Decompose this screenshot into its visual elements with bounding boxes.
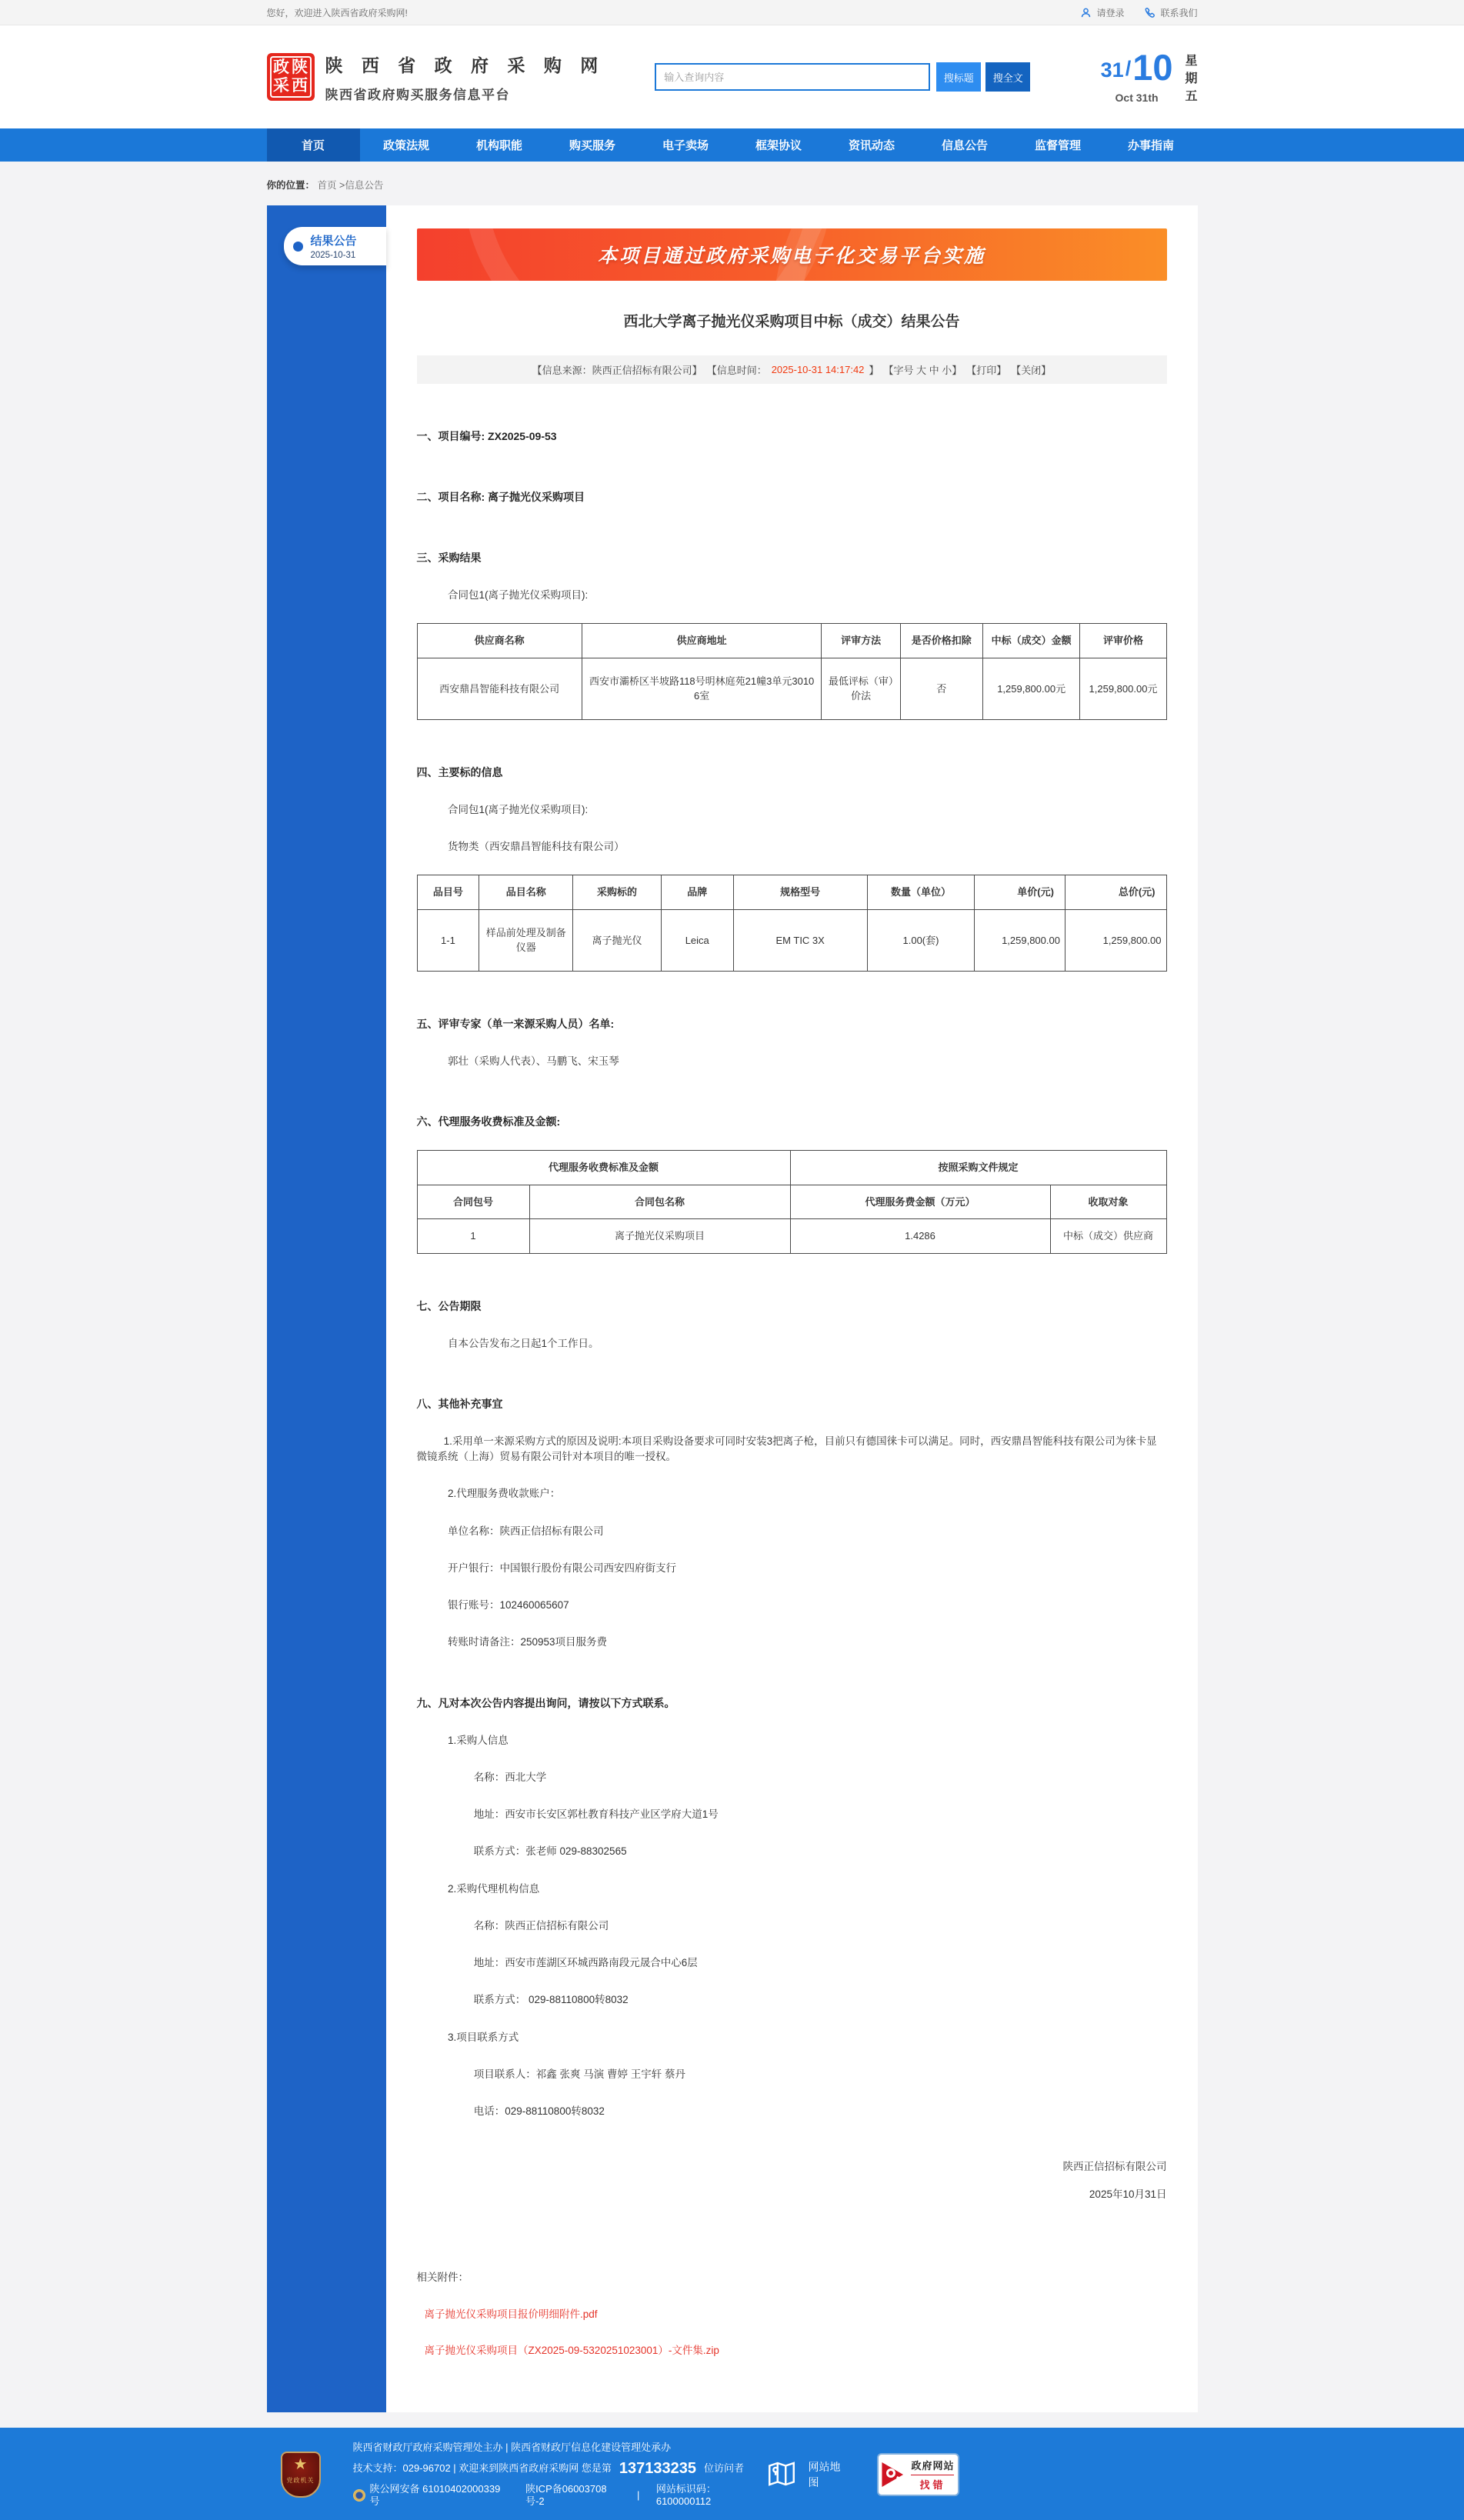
site-subtitle: 陕西省政府购买服务信息平台 [325, 87, 510, 102]
attachments-label: 相关附件： [416, 2272, 469, 2284]
table-subheader-row: 合同包号 合同包名称 代理服务费金额（万元） 收取对象 [417, 1185, 1166, 1219]
nav-item-framework[interactable]: 框架协议 [755, 139, 802, 152]
section-8-title: 八、其他补充事宜 [416, 1397, 503, 1410]
project-contact-heading: 3.项目联系方式 [448, 2031, 519, 2043]
search-input[interactable] [655, 63, 930, 91]
supplier-result-table [417, 623, 1167, 720]
map-icon [765, 2458, 798, 2492]
section-3-title: 三、采购结果 [416, 552, 482, 564]
table-row: 西安鼎昌智能科技有限公司 西安市灞桥区半坡路118号明林庭苑21幢3单元30106室 最低评标（审）价法 否 1,259,800.00元 1,259,800.00元 [417, 658, 1166, 719]
signature-block [417, 2153, 1167, 2208]
close-button[interactable]: 【关闭】 [1011, 365, 1052, 376]
sidebar-tab-date: 2025-10-31 [310, 251, 356, 260]
item-detail-table [417, 875, 1167, 972]
section-2-title: 二、项目名称: 离子抛光仪采购项目 [416, 491, 585, 503]
breadcrumb: 你的位置： 首页 >信息公告 [266, 180, 384, 191]
footer-organizer-line: 陕西省财政厅政府采购管理处主办 | 陕西省财政厅信息化建设管理处承办 [352, 2442, 672, 2453]
platform-banner: 本项目通过政府采购电子化交易平台实施 [417, 228, 1167, 281]
buyer-info-heading: 1.采购人信息 [448, 1734, 509, 1746]
welcome-text: 您好，欢迎进入陕西省政府采购网! [266, 8, 408, 18]
police-badge-icon [353, 2489, 365, 2502]
date-widget: 31 / 10 Oct 31th 星 期 五 [1100, 46, 1198, 104]
date-english: Oct 31th [1115, 91, 1159, 104]
nav-item-e-mall[interactable]: 电子卖场 [662, 139, 709, 152]
agency-fee-table [417, 1150, 1167, 1254]
main-nav [0, 128, 1464, 162]
table-header-row: 品目号 品目名称 采购标的 品牌 规格型号 数量（单位） 单价(元) 总价(元) [417, 875, 1166, 910]
site-id-code: 网站标识码：6100000112 [655, 2483, 716, 2507]
section-5-title: 五、评审专家（单一来源采购人员）名单: [416, 1017, 615, 1030]
top-bar [0, 0, 1464, 25]
contact-label: 联系我们 [1160, 8, 1198, 18]
signature-company: 陕西正信招标有限公司 [1062, 2161, 1167, 2173]
search-title-button[interactable]: 搜标题 [936, 62, 981, 92]
section-7-title: 七、公告期限 [416, 1299, 482, 1312]
site-header [0, 25, 1464, 128]
section-9-title: 九、凡对本次公告内容提出询问，请按以下方式联系。 [416, 1696, 675, 1709]
sidebar-tab-result-announcement[interactable] [284, 227, 386, 265]
login-label: 请登录 [1096, 8, 1125, 18]
site-title: 陕 西 省 政 府 采 购 网 [325, 55, 605, 75]
meta-source: 【信息来源：陕西正信招标有限公司】 [532, 365, 702, 376]
icp-filing-link[interactable]: 陕ICP备06003708号-2 [525, 2483, 607, 2507]
expert-list: 郭壮（采购人代表）、马鹏飞、宋玉琴 [448, 1055, 619, 1067]
breadcrumb-current[interactable]: 信息公告 [345, 180, 384, 191]
left-sidebar [267, 205, 386, 2412]
weekday-text: 星 期 五 [1185, 54, 1198, 103]
table-header-row: 代理服务收费标准及金额 按照采购文件规定 [417, 1151, 1166, 1185]
sidebar-tab-title: 结果公告 [310, 235, 357, 248]
font-size-controls[interactable]: 【字号 大 中 小】 [883, 365, 962, 376]
site-footer [0, 2428, 1464, 2520]
footer-registration-line: 陕公网安备 61010402000339号 陕ICP备06003708号-2 | 网站标识码：6100000112 [353, 2483, 765, 2508]
breadcrumb-home[interactable]: 首页 [317, 180, 337, 191]
search-fulltext-button[interactable]: 搜全文 [985, 62, 1030, 92]
public-security-filing-link[interactable]: 陕公网安备 61010402000339号 [369, 2483, 501, 2507]
nav-item-news[interactable]: 资讯动态 [848, 139, 895, 152]
phone-icon [1144, 7, 1156, 18]
print-button[interactable]: 【打印】 [966, 365, 1007, 376]
date-day: 31 [1100, 58, 1124, 82]
nav-item-guide[interactable]: 办事指南 [1127, 139, 1174, 152]
article-title: 西北大学离子抛光仪采购项目中标（成交）结果公告 [623, 314, 960, 330]
section-6-title: 六、代理服务收费标准及金额: [416, 1115, 561, 1128]
gov-website-error-report-badge[interactable]: 政府网站 找错 [877, 2453, 959, 2496]
table-header-row: 供应商名称 供应商地址 评审方法 是否价格扣除 中标（成交）金额 评审价格 [417, 624, 1166, 658]
party-government-emblem: ★ 党政机关 [281, 2452, 321, 2498]
table-row: 1-1 样品前处理及制备仪器 离子抛光仪 Leica EM TIC 3X 1.00(套) 1,259,800.00 1,259,800.00 [417, 909, 1166, 971]
nav-item-functions[interactable]: 机构职能 [475, 139, 522, 152]
emblem-label: 党政机关 [286, 2477, 315, 2484]
section-1-title: 一、项目编号: ZX2025-09-53 [416, 430, 557, 442]
nav-item-announcements[interactable]: 信息公告 [941, 139, 988, 152]
article-panel: 本项目通过政府采购电子化交易平台实施 西北大学离子抛光仪采购项目中标（成交）结果公告 【信息来源：陕西正信招标有限公司】 【信息时间： 2025-10-31 14:17:42 】 【字号 大 中 小】 【打印】 【关闭】 一、项目编号: ZX2025-09-53 二、项目名称: 离子抛光仪采购项目 三、采购结果 合同包1(离子抛光仪采购项目): 供应商名称 供应商地址 评审方法 是否价格扣除 中标（成交）金额 评审价格 西安鼎昌智能科技有限公司 西安市灞桥区半坡路118号明林庭苑21幢3单元30106室 最低评标（审）价法 否 1,259,800.00元 1,259,800.00元 四、主要标的信息 合同包1(离子抛光仪采购项目): 货物类（西安鼎昌智能科技有限公司） 品目号 品目名称 采购标的 品牌 规格型号 数量（单位） 单价(元) 总价(元) 1-1 样品前处理及制备仪器 离子抛光仪 Leica EM TIC 3X 1.00(套) 1,259,800.00 1,259,800.00 五、评审专家（单一来源采购人员）名单: 郭壮（采购人代表）、马鹏飞、宋玉琴 六、代理服务收费标准及金额: 代理服务收费标准及金额 按照采购文件规定 合同包号 合同包名称 代理服务费金额（万元） 收取对象 1 离子抛光仪采购项目 1.4286 中标（成交）供应商 七、公告期限 自本公告发布之日起1个工作日。 八、其他补充事宜 1.采用单一来源采购方式的原因及说明:本项目采购设备要求可同时安装3把离子枪，目前只有德国徕卡可以满足。同时，西安鼎昌智能科技有限公司为徕卡显微镜系统（上海）贸易有限公司针对本项目的唯一授权。 2.代理服务费收款账户： 单位名称：陕西正信招标有限公司 开户银行：中国银行股份有限公司西安四府街支行 银行账号：102460065607 转账时请备注：250953项目服务费 九、凡对本次公告内容提出询问，请按以下方式联系。 1.采购人信息 名称：西北大学 地址：西安市长安区郭杜教育科技产业区学府大道1号 联系方式：张老师 029-88302565 2.采购代理机构信息 名称：陕西正信招标有限公司 地址：西安市莲湖区环城西路南段元晟合中心6层 联系方式： 029-88110800转8032 3.项目联系方式 项目联系人：祁鑫 张爽 马演 曹婷 王宇轩 蔡丹 电话：029-88110800转8032 陕西正信招标有限公司 2025年10月31日 相关附件： 离子抛光仪采购项目报价明细附件.pdf 离子抛光仪采购项目（ZX2025-09-5320251023001）-文件集.zip [386, 205, 1198, 2412]
contact-link[interactable] [1144, 6, 1197, 19]
table-row: 1 离子抛光仪采购项目 1.4286 中标（成交）供应商 [417, 1219, 1166, 1254]
section-4-title: 四、主要标的信息 [416, 765, 503, 778]
date-month: 10 [1132, 46, 1173, 88]
attachment-link-pdf[interactable]: 离子抛光仪采购项目报价明细附件.pdf [424, 2308, 598, 2320]
visitor-count: 137133235 [619, 2460, 696, 2477]
agency-info-heading: 2.采购代理机构信息 [448, 1882, 540, 1895]
nav-item-policies[interactable]: 政策法规 [382, 139, 429, 152]
login-link[interactable] [1080, 6, 1124, 19]
error-finder-icon [882, 2462, 905, 2487]
footer-support-line: 技术支持：029-96702 | 欢迎来到陕西省政府采购网 您是第 137133235 位访问者 [352, 2460, 745, 2477]
signature-date: 2025年10月31日 [1089, 2188, 1167, 2201]
nav-item-home[interactable]: 首页 [267, 128, 360, 162]
search-area [655, 62, 1030, 92]
meta-time: 2025-10-31 14:17:42 [771, 364, 865, 375]
sitemap-label: 网站地图 [808, 2461, 841, 2488]
article-meta-bar: 【信息来源：陕西正信招标有限公司】 【信息时间： 2025-10-31 14:17:42 】 【字号 大 中 小】 【打印】 【关闭】 [417, 355, 1167, 384]
nav-item-supervision[interactable]: 监督管理 [1034, 139, 1081, 152]
user-icon [1080, 7, 1092, 18]
contract-package-intro: 合同包1(离子抛光仪采购项目): [448, 589, 589, 601]
site-logo-seal: 政 陕 采 西 [267, 53, 315, 101]
bullet-dot-icon [293, 242, 303, 252]
sitemap-link[interactable] [765, 2458, 847, 2492]
attachment-link-zip[interactable]: 离子抛光仪采购项目（ZX2025-09-5320251023001）-文件集.zip [424, 2344, 719, 2356]
attachments-section [417, 2270, 1167, 2358]
nav-item-purchase-service[interactable]: 购买服务 [569, 139, 615, 152]
